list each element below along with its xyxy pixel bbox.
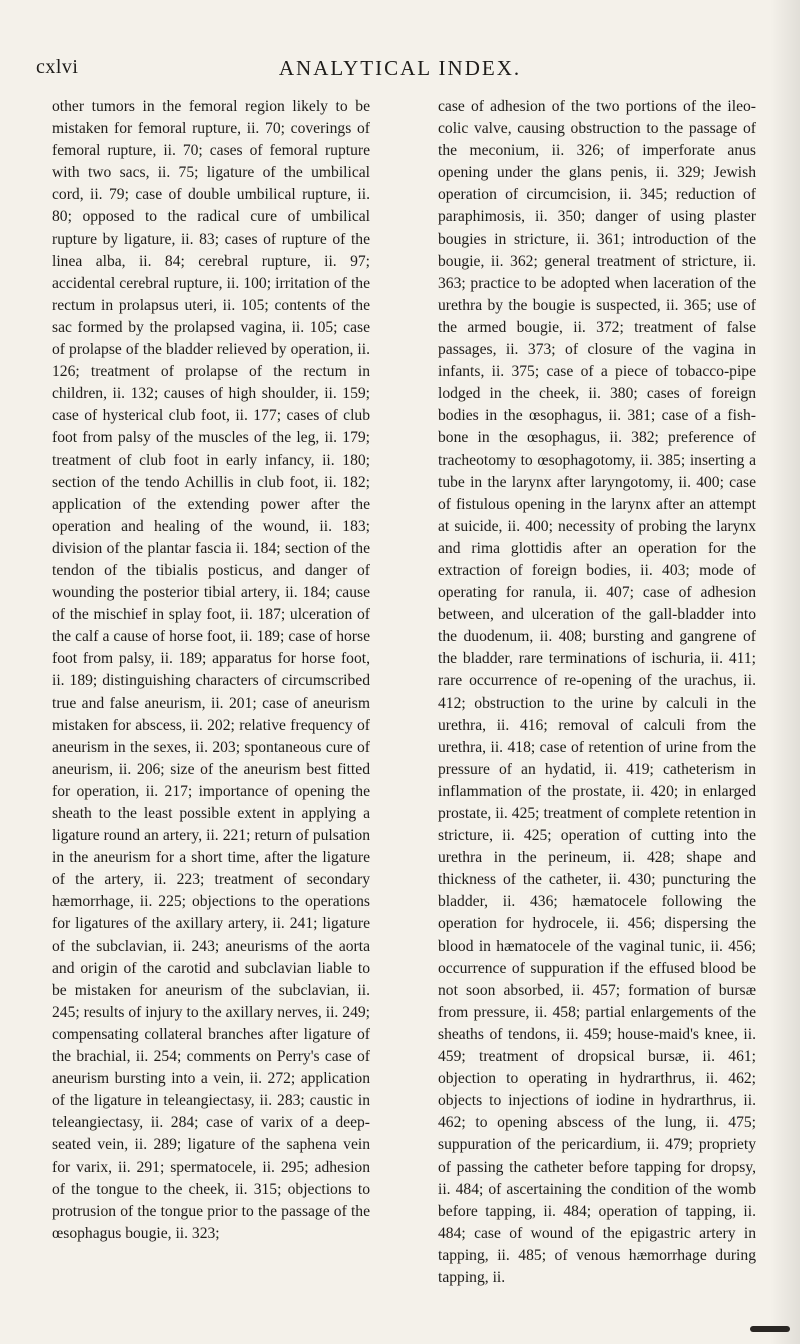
index-column-right: case of adhesion of the two portions of the ileo-colic valve, causing obstruction to the passage of the meconium, ii. 326; of imperforate anus opening under the glans penis, ii. 329; Jewish operation of circumcision, ii. 345; reduction of paraphimosis, ii. 350; danger of using plaster bougies in stricture, ii. 361; introduction of the bougie, ii. 362; general treatment of stricture, ii. 363; practice to be adopted when laceration of the urethra by the bougie is suspected, ii. 365; use of the armed bougie, ii. 372; treatment of false passages, ii. 373; of closure of the vagina in infants, ii. 375; case of a piece of tobacco-pipe lodged in the cheek, ii. 380; cases of foreign bodies in the œsophagus, ii. 381; case of a fish-bone in the œsophagus, ii. 382; preference of tracheotomy to œsophagotomy, ii. 385; inserting a tube in the larynx after laryngotomy, ii. 400; case of fistulous opening in the larynx after an attempt at suicide, ii. 400; necessity of probing the larynx and rima glottidis after an operation for the extraction of foreign bodies, ii. 403; mode of operating for ranula, ii. 407; case of adhesion between, and ulceration of the gall-bladder into the duodenum, ii. 408; bursting and gangrene of the bladder, rare terminations of ischuria, ii. 411; rare occurrence of re-opening of the urachus, ii. 412; obstruction to the urine by calculi in the urethra, ii. 416; removal of calculi from the urethra, ii. 418; case of retention of urine from the pressure of an hydatid, ii. 419; catheterism in inflammation of the prostate, ii. 420; in enlarged prostate, ii. 425; treatment of complete retention in stricture, ii. 425; operation of cutting into the urethra in the perineum, ii. 428; shape and thickness of the catheter, ii. 430; puncturing the bladder, ii. 436; hæmatocele following the operation for hydrocele, ii. 456; dispersing the blood in hæmatocele of the vaginal tunic, ii. 456; occurrence of suppuration if the effused blood be not soon absorbed, ii. 457; formation of bursæ from pressure, ii. 458; partial enlargements of the sheaths of tendons, ii. 459; house-maid's knee, ii. 459; treatment of dropsical bursæ, ii. 461; objection to operating in hydrarthrus, ii. 462; objects to injections of iodine in hydrarthrus, ii. 462; to opening abscess of the lung, ii. 475; suppuration of the pericardium, ii. 479; propriety of passing the catheter before tapping for dropsy, ii. 484; of ascertaining the condition of the womb before tapping, ii. 484; operation of tapping, ii. 484; case of wound of the epigastric artery in tapping, ii. 485; of venous hæmorrhage during tapping, ii. [438, 98, 756, 1286]
page-edge-shadow [770, 0, 800, 1344]
running-title: ANALYTICAL INDEX. [278, 56, 522, 80]
page-number: cxlvi [36, 56, 79, 78]
binding-mark [750, 1326, 790, 1332]
index-column-left: other tumors in the femoral region likely to be mistaken for femoral rupture, ii. 70; coverings of femoral rupture, ii. 70; cases of femoral rupture with two sacs, ii. 75; ligature of the umbilical cord, ii. 79; case of double umbilical rupture, ii. 80; opposed to the radical cure of umbilical rupture by ligature, ii. 83; cases of rupture of the linea alba, ii. 84; cerebral rupture, ii. 97; accidental cerebral rupture, ii. 100; irritation of the rectum in prolapsus uteri, ii. 105; contents of the sac formed by the prolapsed vagina, ii. 105; case of prolapse of the bladder relieved by operation, ii. 126; treatment of prolapse of the rectum in children, ii. 132; causes of high shoulder, ii. 159; case of hysterical club foot, ii. 177; cases of club foot from palsy of the muscles of the leg, ii. 179; treatment of club foot in early infancy, ii. 180; section of the tendo Achillis in club foot, ii. 182; application of the extending power after the operation and healing of the wound, ii. 183; division of the plantar fascia ii. 184; section of the tendon of the tibialis posticus, and danger of wounding the posterior tibial artery, ii. 184; cause of the mischief in splay foot, ii. 187; ulceration of the calf a cause of horse foot, ii. 189; case of horse foot from palsy, ii. 189; apparatus for horse foot, ii. 189; distinguishing characters of circumscribed true and false aneurism, ii. 201; case of aneurism mistaken for abscess, ii. 202; relative frequency of aneurism in the sexes, ii. 203; spontaneous cure of aneurism, ii. 206; size of the aneurism best fitted for operation, ii. 217; importance of opening the sheath to the least possible extent in applying a ligature round an artery, ii. 221; return of pulsation in the aneurism for a short time, after the ligature of the artery, ii. 223; treatment of secondary hæmorrhage, ii. 225; objections to the operations for ligatures of the axillary artery, ii. 241; ligature of the subclavian, ii. 243; aneurisms of the aorta and origin of the carotid and subclavian liable to be mistaken for aneurism of the subclavian, ii. 245; results of injury to the axillary nerves, ii. 249; compensating collateral branches after ligature of the brachial, ii. 254; comments on Perry's case of aneurism bursting into a vein, ii. 272; application of the ligature in teleangiectasy, ii. 283; caustic in teleangiectasy, ii. 284; case of varix of a deep-seated vein, ii. 289; ligature of the saphena vein for varix, ii. 291; spermatocele, ii. 295; adhesion of the tongue to the cheek, ii. 315; objections to protrusion of the tongue prior to the passage of the œsophagus bougie, ii. 323; [52, 98, 370, 1242]
